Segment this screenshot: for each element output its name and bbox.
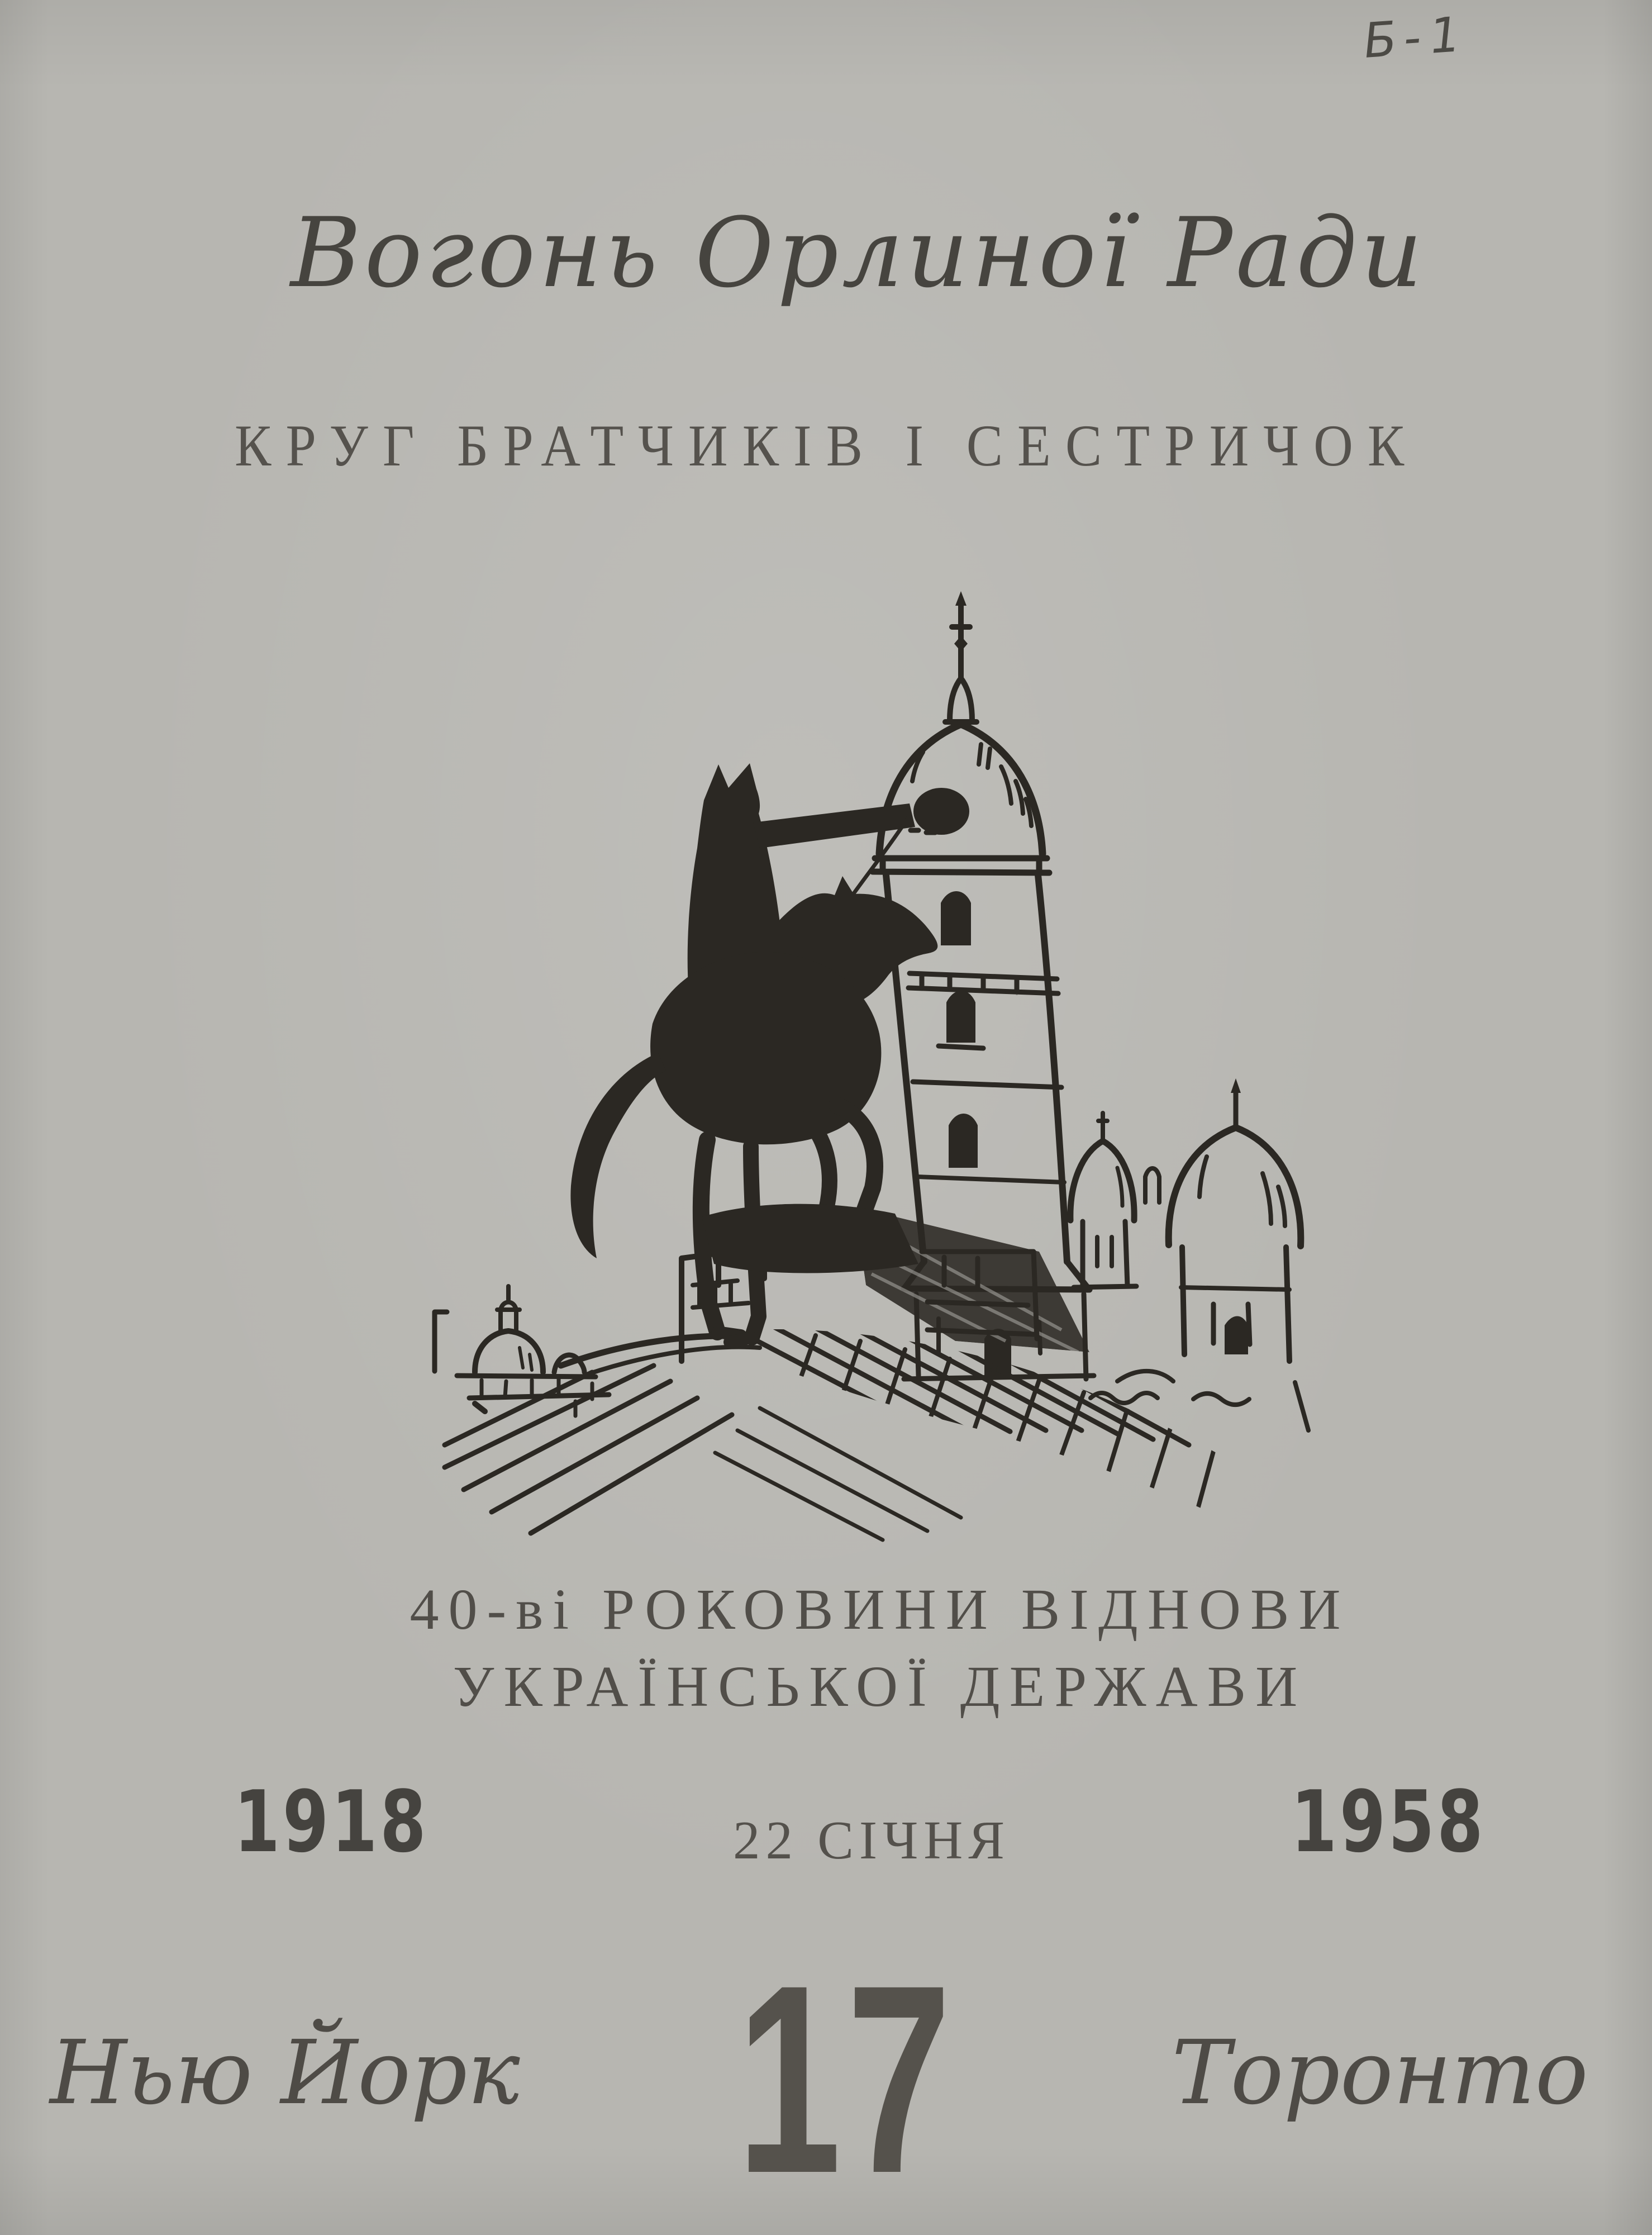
- year-1958: 1958: [1291, 1772, 1486, 1871]
- right-cathedral-domes: [1070, 1078, 1308, 1430]
- city-toronto: Торонто: [1172, 2022, 1588, 2124]
- date-22-january: 22 СІЧНЯ: [732, 1810, 1011, 1870]
- anniversary-heading: [385, 1571, 1374, 1726]
- left-background-domes: [435, 1286, 609, 1416]
- anniversary-line-2: УКРАЇНСЬКОЇ ДЕРЖАВИ: [453, 1654, 1307, 1719]
- equestrian-statue: [570, 763, 969, 1342]
- monument-cathedral-illustration: [391, 559, 1352, 1564]
- year-1918: 1918: [234, 1772, 429, 1871]
- handwritten-archive-mark: Б-1: [1360, 6, 1471, 70]
- anniversary-line-1: 40-ві РОКОВИНИ ВІДНОВИ: [410, 1577, 1350, 1642]
- masthead-title: Вогонь Орлиної Ради: [291, 197, 1426, 309]
- issue-number: 17: [737, 1929, 957, 2229]
- masthead-subtitle: КРУГ БРАТЧИКІВ І СЕСТРИЧОК: [235, 413, 1419, 479]
- city-new-york: Нью Йорк: [50, 2022, 520, 2124]
